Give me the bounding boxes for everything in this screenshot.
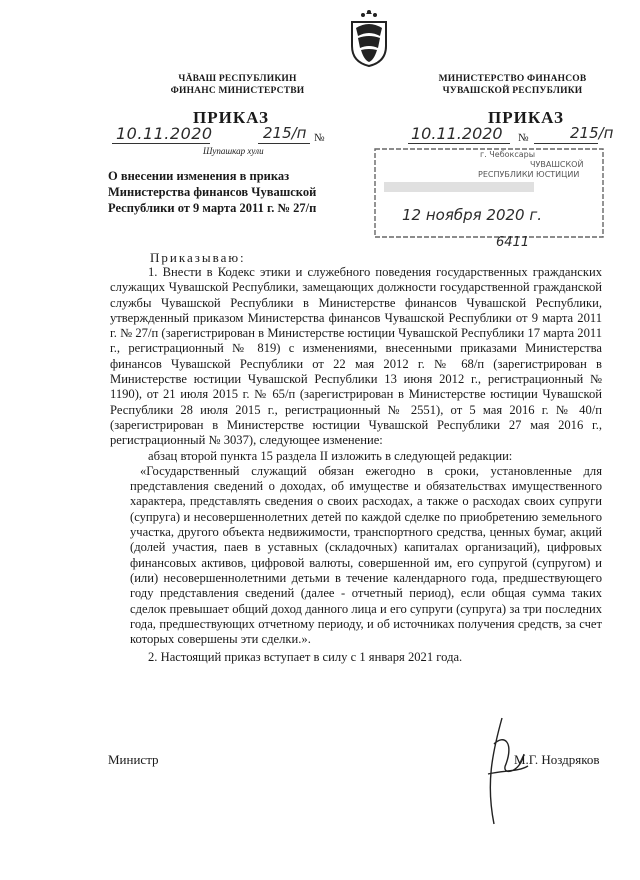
left-number-rule: [258, 143, 310, 144]
signer-position: Министр: [108, 752, 159, 767]
stamp-ministry-line: ЧУВАШСКОЙ: [530, 160, 584, 169]
document-body: [110, 265, 602, 666]
stamp-date: 12 ноября 2020 г.: [402, 206, 543, 224]
header-right-line1: МИНИСТЕРСТВО ФИНАНСОВ: [438, 74, 587, 84]
order-word: Приказываю:: [150, 250, 246, 265]
prikaz-heading-right: ПРИКАЗ: [488, 108, 564, 127]
signer-name: М.Г. Ноздряков: [514, 752, 600, 767]
quote-paragraph: «Государственный служащий обязан ежегодно в сроки, установленные для представления сведений о доходах, об имуществе и обязательствах имущественного характера, представлять сведения о своих расходах, а также о расходах своих супруги (супруга) и несовершеннолетних детей по каждой сделке по приобретению земельного участка, другого объекта недвижимости, транспортного средства, ценных бумаг, акций (долей участия, паев в уставных (складочных) капиталах организаций), цифровых финансовых активов, цифровой валюты, совершенной им, его супругой (супругом) и (или) несовершеннолетними детьми в течение календарного года, предшествующего году представления сведений (далее - отчетный период), если общая сумма таких сделок превышает общий доход данного лица и его супруги (супруга) за три последних года, предшествующих отчетному периоду, и об источниках получения средств, за счет которых совершены эти сделки.».: [130, 463, 602, 647]
chuvash-emblem-icon: [346, 6, 392, 68]
right-date: 10.11.2020: [411, 124, 503, 143]
right-date-rule: [408, 143, 510, 144]
document-title: О внесении изменения в приказ Министерства финансов Чувашской Республики от 9 марта 2011 г. № 27/п: [108, 169, 317, 215]
paragraph-2: абзац второй пункта 15 раздела II изложить в следующей редакции:: [148, 448, 513, 463]
left-number: 215/п: [263, 124, 307, 142]
header-left-line2: ФИНАНС МИНИСТЕРСТВИ: [170, 86, 305, 96]
stamp-city: г. Чебоксары: [480, 150, 536, 159]
left-place: Шупашкар хули: [203, 146, 264, 156]
header-left: [150, 73, 325, 97]
left-no-sign: №: [314, 132, 325, 144]
left-date-rule: [112, 143, 210, 144]
right-number-rule: [534, 143, 598, 144]
header-right: [420, 73, 605, 97]
stamp-justice-line: РЕСПУБЛИКИ ЮСТИЦИИ: [478, 170, 580, 179]
handwritten-signature: [474, 714, 534, 834]
stamp-reg-number: 6411: [496, 235, 530, 250]
prikaz-heading-left: ПРИКАЗ: [193, 108, 269, 127]
left-date: 10.11.2020: [116, 124, 213, 143]
header-left-line1: ЧĂВАШ РЕСПУБЛИКИН: [178, 74, 297, 84]
right-no-sign: №: [518, 132, 529, 144]
right-number: 215/п: [570, 124, 614, 142]
paragraph-1: 1. Внести в Кодекс этики и служебного поведения государственных гражданских служащих Чувашской Республики, замещающих должности государственной гражданской службы Чувашской Республики в Министерстве финансов Чувашской Республики, утвержденный приказом Министерства финансов Чувашской Республики от 9 марта 2011 г. № 27/п (зарегистрирован в Министерстве юстиции Чувашской Республики 17 марта 2011 г., регистрационный № 819) с изменениями, внесенными приказами Министерства финансов Чувашской Республики от 22 мая 2012 г. № 68/п (зарегистрирован в Министерстве юстиции Чувашской Республики 13 июня 2012 г., регистрационный № 1190), от 21 июля 2015 г. № 65/п (зарегистрирован в Министерстве юстиции Чувашской Республики 28 июля 2015 г., регистрационный № 2551), от 5 мая 2016 г. № 40/п (зарегистрирован в Министерстве юстиции Чувашской Республики 27 мая 2016 г., регистрационный № 3037), следующее изменение:: [110, 265, 602, 448]
paragraph-3: 2. Настоящий приказ вступает в силу с 1 января 2021 года.: [148, 650, 463, 665]
quoted-text: [110, 464, 602, 648]
header-right-line2: ЧУВАШСКОЙ РЕСПУБЛИКИ: [442, 86, 583, 96]
